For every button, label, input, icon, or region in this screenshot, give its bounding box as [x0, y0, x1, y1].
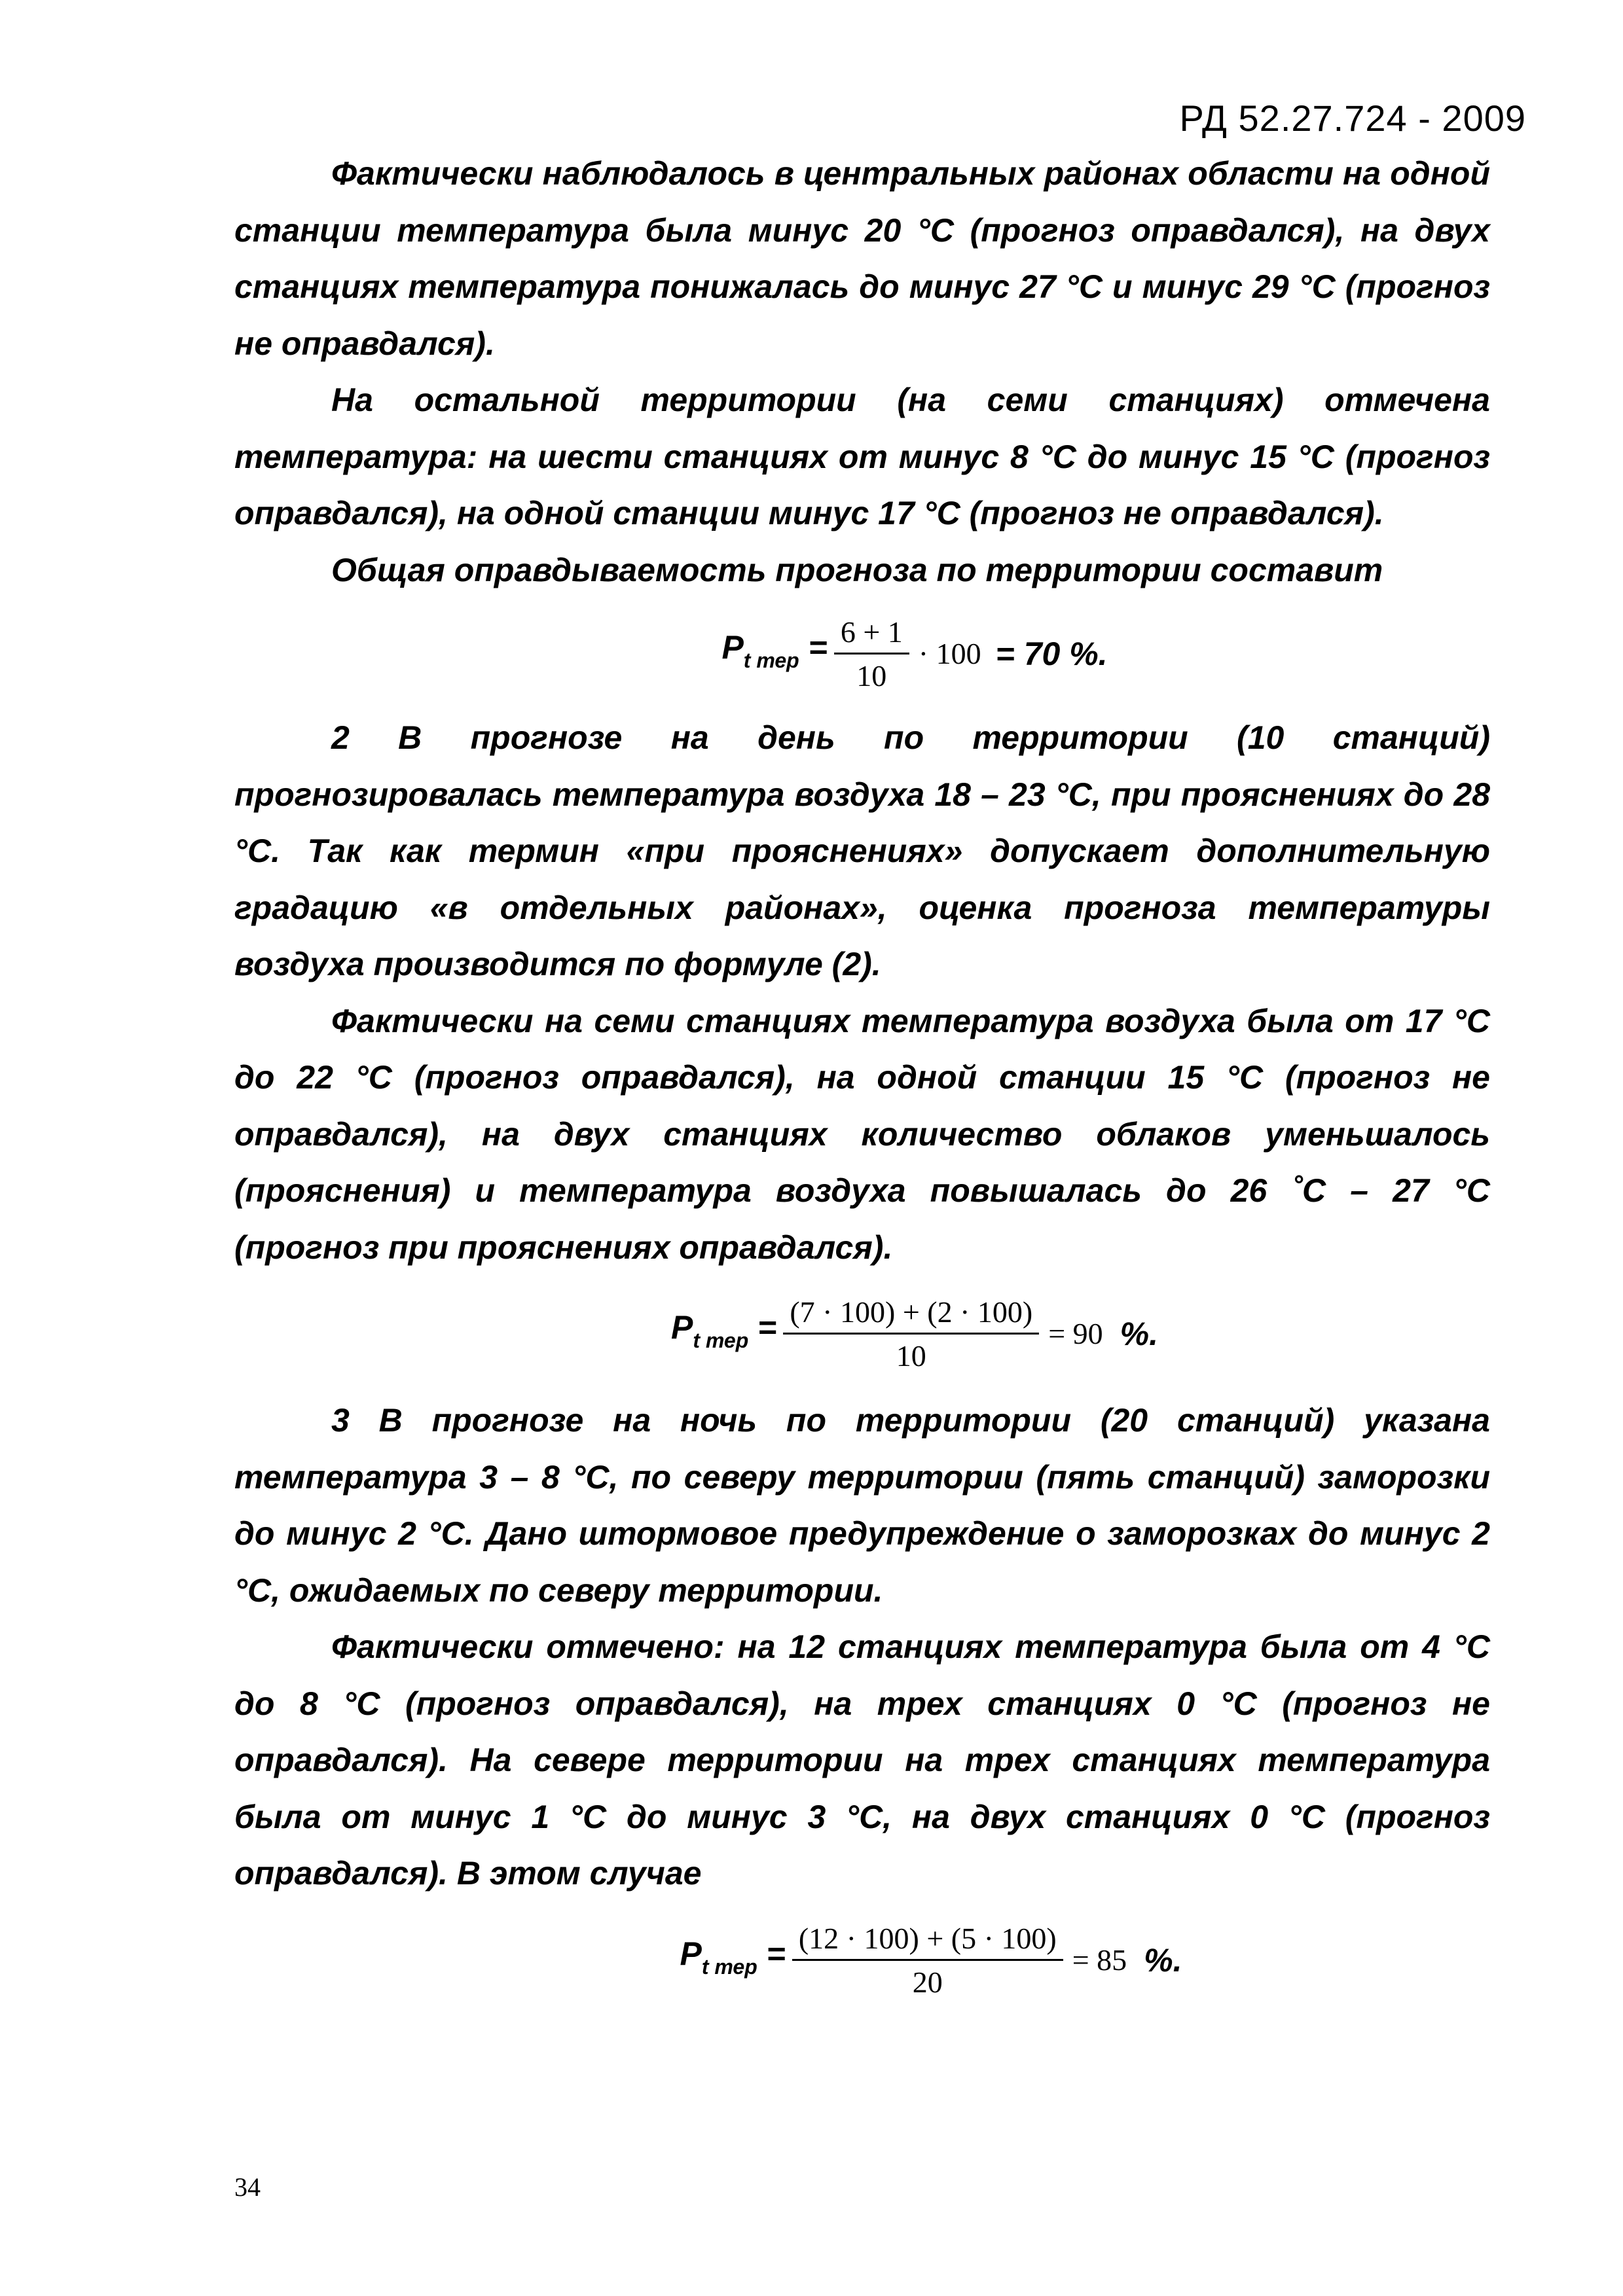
paragraph-night-observed: Фактически отмечено: на 12 станциях температура была от 4 °С до 8 °С (прогноз оправдался), на трех станциях 0 °С (прогноз не оправдался). На севере территории на трех станциях температура была от минус 1 °С до минус 3 °С, на двух станциях 0 °С (прогноз оправдался). В этом случае: [234, 1628, 1490, 1892]
formula-result-unit: %.: [1144, 1942, 1182, 1979]
formula-symbol: P: [670, 1308, 693, 1346]
formula-denominator: 10: [856, 658, 887, 692]
formula-fraction: [783, 1297, 1039, 1371]
formula-result-value: = 85: [1072, 1943, 1127, 1977]
formula-equals: =: [808, 628, 828, 666]
formula-subscript: t тер: [701, 1955, 757, 1979]
formula-subscript: t тер: [693, 1328, 749, 1352]
formula-lhs: [721, 619, 827, 689]
formula-numerator: 6 + 1: [834, 617, 909, 655]
paragraph-day-forecast: 2 В прогнозе на день по территории (10 станций) прогнозировалась температура воздуха 18 – 23 °С, при прояснениях до 28 °С. Так как термин «при прояснениях» допускает дополнительную градацию «в отдельных районах», оценка прогноза температуры воздуха производится по формуле (2).: [234, 719, 1490, 982]
formula-equals: =: [766, 1935, 786, 1973]
formula-result: = 70 %.: [995, 635, 1108, 672]
paragraph-night-forecast: 3 В прогнозе на ночь по территории (20 станций) указана температура 3 – 8 °С, по северу территории (пять станций) заморозки до минус 2 °С. Дано штормовое предупреждение о заморозках до минус 2 °С, ожидаемых по северу территории.: [234, 1402, 1490, 1609]
formula-fraction: [792, 1924, 1063, 1998]
formula-equals: =: [757, 1308, 777, 1346]
formula-factor: · 100: [918, 636, 981, 670]
paragraph-observed-other: На остальной территории (на семи станциях) отмечена температура: на шести станциях от минус 8 °С до минус 15 °С (прогноз оправдался), на одной станции минус 17 °С (прогноз не оправдался).: [234, 382, 1490, 531]
formula-territory-accuracy-1: [339, 598, 1490, 709]
formula-fraction: [834, 617, 909, 691]
paragraph-observed-central: Фактически наблюдалось в центральных районах области на одной станции температура была минус 20 °С (прогноз оправдался), на двух станциях температура понижалась до минус 27 °С и минус 29 °С (прогноз не оправдался).: [234, 155, 1490, 362]
formula-denominator: 10: [896, 1338, 926, 1372]
page-number: 34: [234, 2172, 261, 2202]
formula-numerator: (7 · 100) + (2 · 100): [783, 1297, 1039, 1335]
formula-result-unit: %.: [1120, 1315, 1159, 1352]
formula-symbol: P: [721, 628, 744, 666]
paragraph-day-observed: Фактически на семи станциях температура воздуха была от 17 °С до 22 °С (прогноз оправдался), на одной станции 15 °С (прогноз не оправдался), на двух станциях количество облаков уменьшалось (прояснения) и температура воздуха повышалась до 26 ˚С – 27 °С (прогноз при прояснениях оправдался).: [234, 1002, 1490, 1266]
document-code-header: РД 52.27.724 - 2009: [1179, 98, 1526, 139]
paragraph-overall-accuracy: Общая оправдываемость прогноза по территории составит: [331, 551, 1383, 588]
formula-territory-accuracy-3: [372, 1902, 1490, 2020]
formula-denominator: 20: [912, 1965, 943, 1999]
formula-lhs: [680, 1926, 785, 1996]
document-body: [234, 145, 1490, 2020]
formula-territory-accuracy-2: [339, 1276, 1490, 1392]
formula-result-value: = 90: [1048, 1316, 1103, 1350]
formula-numerator: (12 · 100) + (5 · 100): [792, 1924, 1063, 1961]
formula-symbol: P: [680, 1935, 702, 1973]
formula-subscript: t тер: [743, 648, 799, 672]
formula-lhs: [671, 1299, 776, 1369]
